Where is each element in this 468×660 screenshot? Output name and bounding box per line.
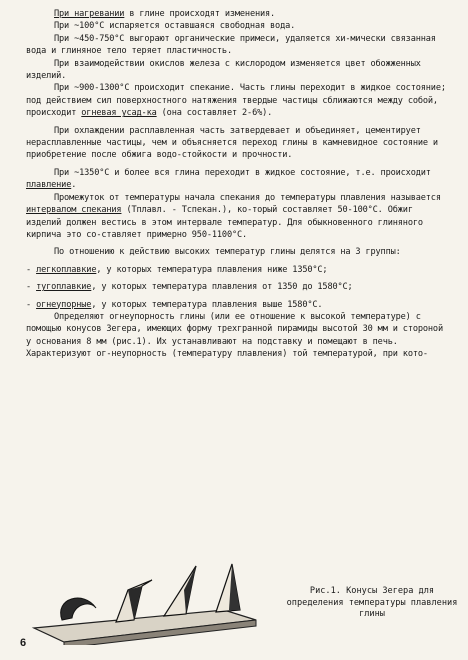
- paragraph: [26, 8, 450, 20]
- seger-cones-figure: [24, 560, 274, 645]
- text-span: При ~900-1300°С происходит спекание. Часть глины переходит в жидкое состояние; под действием сил поверхностного натяжения твердые частицы сближаются между собой, происходит: [26, 83, 446, 119]
- text-span: , у которых температура плавления ниже 1350°С;: [96, 264, 328, 275]
- list-item: - огнеупорные, у которых температура плавления выше 1580°С.: [26, 299, 323, 310]
- paragraph: При ~100°С испаряется оставшаяся свободная вода.: [54, 21, 296, 32]
- text-span: Промежуток от температуры начала спекания до температуры плавления называется: [54, 192, 441, 203]
- paragraph: [26, 82, 450, 119]
- body-text: [26, 8, 450, 361]
- underlined-term: интервалом спекания: [26, 205, 122, 216]
- paragraph: Определяют огнеупорность глины (или ее отношение к высокой температуре) с помощью конусов Зегера, имеющих форму трехгранной пирамиды высотой 30 мм и стороной у основания 8 мм (рис.1). Их устанавливают на подставку и помещают в печь. Характеризуют ог-неупорность (температуру плавления) той температурой, при кото-: [26, 311, 443, 360]
- paragraph: При ~450-750°С выгорают органические примеси, удаляется хи-мически связанная вода и глиняное тело теряет пластичность.: [26, 33, 436, 57]
- cone-melted: [61, 598, 96, 620]
- underlined-term: тугоплавкие: [36, 282, 92, 293]
- paragraph: [26, 192, 450, 242]
- text-span: При ~1350°С и более вся глина переходит в жидкое состояние, т.е. происходит: [54, 167, 431, 178]
- paragraph: При охлаждении расплавленная часть затвердевает и объединяет, цементирует нерасплавленные частицы, чем и объясняется переход глины в камневидное состояние и приобретение после обжига водо-стойкости и прочности.: [26, 125, 438, 161]
- paragraph: При взаимодействии окислов железа с кислородом изменяется цвет обожженных изделий.: [26, 58, 421, 82]
- underlined-term: огневая усад-ка: [81, 108, 157, 119]
- text-span: .: [71, 180, 77, 191]
- cone-tipped: [164, 566, 196, 616]
- paragraph: [26, 167, 450, 192]
- list-item: - тугоплавкие, у которых температура плавления от 1350 до 1580°С;: [26, 282, 353, 293]
- text-span: , у которых температура плавления выше 1580°С.: [91, 299, 323, 310]
- page-number: 6: [20, 637, 27, 649]
- text-span: , у которых температура плавления от 1350 до 1580°С;: [91, 282, 353, 293]
- paragraph: По отношению к действию высоких температур глины делятся на 3 группы:: [54, 247, 401, 258]
- text-span: (она составляет 2-6%).: [156, 108, 273, 119]
- underlined-term: плавление: [26, 180, 72, 191]
- text-span: в глине происходят изменения.: [124, 9, 276, 19]
- underlined-term: огнеупорные: [36, 299, 92, 310]
- figure-caption: Рис.1. Конусы Зегера для определения температуры плавления глины: [286, 586, 458, 619]
- text-span: (Тплавл. - Тспекан.), ко-торый составляет 50-100°С. Обжиг изделий должен вестись в этом интервале температур. Для обыкновенного глиняного кирпича это со-ставляет примерно 950-1100°С.: [26, 205, 423, 240]
- underlined-term: легкоплавкие: [36, 264, 97, 275]
- underlined-term: При нагревании: [54, 9, 125, 19]
- list-item: - легкоплавкие, у которых температура плавления ниже 1350°С;: [26, 264, 328, 275]
